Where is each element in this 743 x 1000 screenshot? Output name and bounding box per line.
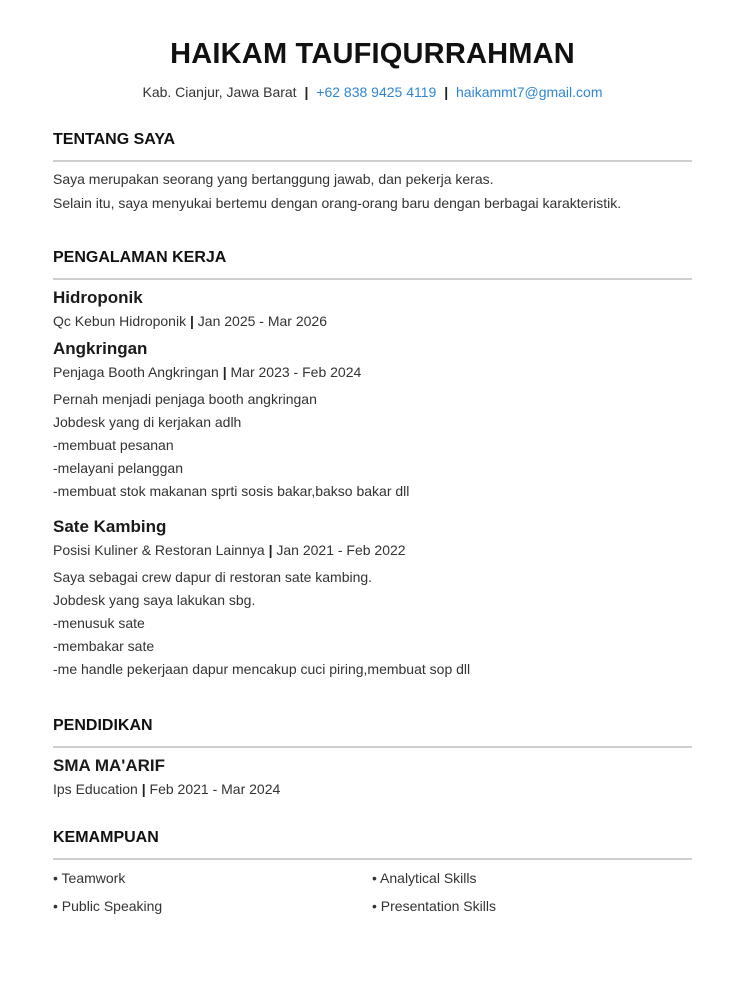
education-meta	[53, 781, 280, 797]
section-about	[53, 130, 692, 211]
separator: |	[141, 781, 146, 797]
job-company: Hidroponik	[53, 288, 143, 307]
separator: |	[304, 84, 309, 100]
candidate-name: HAIKAM TAUFIQURRAHMAN	[170, 38, 575, 70]
location-text: Kab. Cianjur, Jawa Barat	[142, 84, 297, 100]
section-title: KEMAMPUAN	[53, 829, 159, 846]
skill-label: Presentation Skills	[380, 898, 496, 914]
separator: |	[189, 313, 194, 329]
job-description-line: Pernah menjadi penjaga booth angkringan	[53, 391, 317, 407]
section-divider	[53, 160, 692, 162]
skill-item	[53, 898, 162, 914]
separator: |	[444, 84, 449, 100]
skill-label: Analytical Skills	[380, 870, 477, 886]
about-line: Saya merupakan seorang yang bertanggung jawab, dan pekerja keras.	[53, 171, 494, 187]
about-line: Selain itu, saya menyukai bertemu dengan orang-orang baru dengan berbagai karakteristik.	[53, 195, 622, 211]
job-description-line: -membuat pesanan	[53, 437, 174, 453]
job-role: Posisi Kuliner & Restoran Lainnya	[53, 542, 265, 558]
section-divider	[53, 746, 692, 748]
bullet-icon: •	[372, 898, 377, 914]
job-meta	[53, 364, 361, 380]
section-education	[53, 716, 692, 797]
job-meta	[53, 313, 327, 329]
school-name: SMA MA'ARIF	[53, 756, 166, 775]
job-period: Jan 2025 - Mar 2026	[197, 313, 327, 329]
email-link[interactable]: haikammt7@gmail.com	[456, 84, 603, 100]
section-divider	[53, 858, 692, 860]
job-meta	[53, 542, 406, 558]
section-title: PENGALAMAN KERJA	[53, 249, 227, 266]
job-period: Jan 2021 - Feb 2022	[276, 542, 406, 558]
bullet-icon: •	[53, 870, 58, 886]
skill-label: Public Speaking	[61, 898, 163, 914]
job-description-line: -membakar sate	[53, 638, 155, 654]
job-company: Angkringan	[53, 339, 148, 358]
job-description-line: -melayani pelanggan	[53, 460, 183, 476]
bullet-icon: •	[53, 898, 58, 914]
section-skills	[53, 828, 692, 914]
job-description-line: -membuat stok makanan sprti sosis bakar,bakso bakar dll	[53, 483, 410, 499]
job-description-line: -me handle pekerjaan dapur mencakup cuci piring,membuat sop dll	[53, 661, 471, 677]
skill-item	[372, 870, 477, 886]
skill-label: Teamwork	[61, 870, 126, 886]
skill-item	[372, 898, 496, 914]
job-company: Sate Kambing	[53, 517, 167, 536]
separator: |	[268, 542, 273, 558]
job-description-line: Saya sebagai crew dapur di restoran sate kambing.	[53, 569, 373, 585]
skill-item	[53, 870, 125, 886]
job-description-line: Jobdesk yang saya lakukan sbg.	[53, 592, 256, 608]
contact-line	[53, 84, 692, 100]
bullet-icon: •	[372, 870, 377, 886]
education-major: Ips Education	[53, 781, 138, 797]
phone-link[interactable]: +62 838 9425 4119	[316, 84, 437, 100]
education-period: Feb 2021 - Mar 2024	[149, 781, 281, 797]
job-role: Penjaga Booth Angkringan	[53, 364, 219, 380]
job-description-line: Jobdesk yang di kerjakan adlh	[53, 414, 242, 430]
section-divider	[53, 278, 692, 280]
job-role: Qc Kebun Hidroponik	[53, 313, 187, 329]
separator: |	[222, 364, 227, 380]
job-description-line: -menusuk sate	[53, 615, 145, 631]
job-period: Mar 2023 - Feb 2024	[230, 364, 362, 380]
section-title: PENDIDIKAN	[53, 717, 153, 734]
section-title: TENTANG SAYA	[53, 131, 176, 148]
section-experience	[53, 248, 692, 677]
